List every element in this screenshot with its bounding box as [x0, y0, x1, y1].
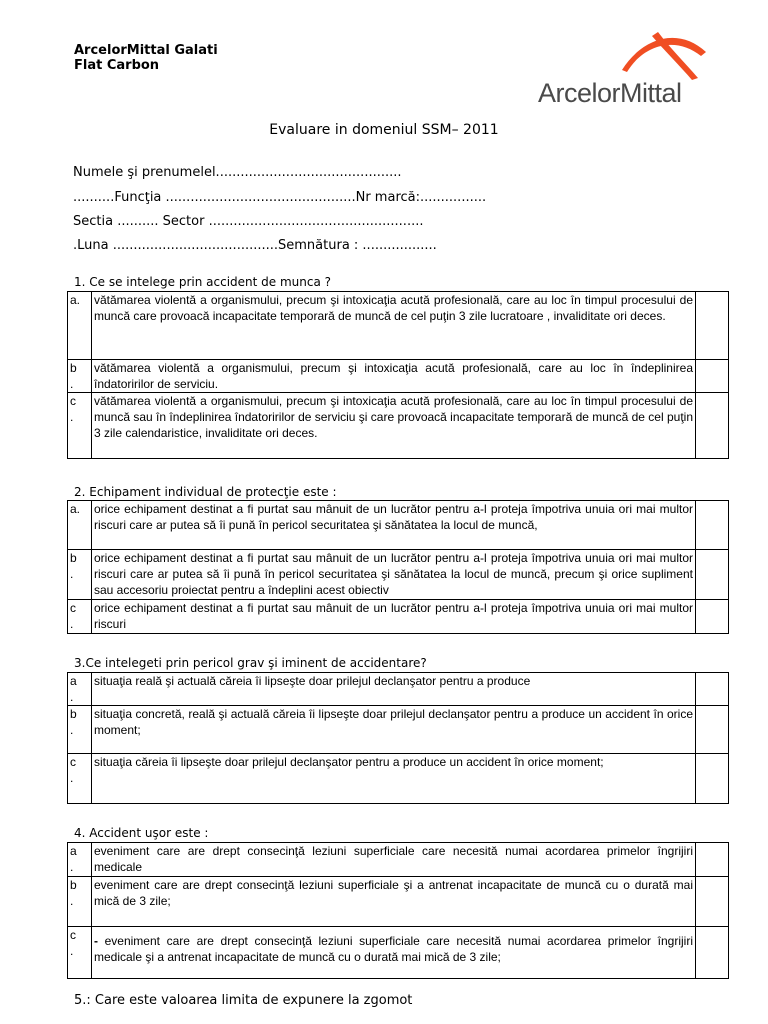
- company-line-1: ArcelorMittal Galati: [74, 43, 218, 58]
- option-row: [68, 550, 729, 600]
- option-letter: c .: [68, 927, 92, 979]
- answer-checkbox[interactable]: [696, 550, 729, 600]
- answer-checkbox[interactable]: [696, 843, 729, 877]
- option-row: [68, 292, 729, 360]
- question-2-table: [67, 500, 729, 634]
- option-letter: b .: [68, 706, 92, 754]
- answer-checkbox[interactable]: [696, 501, 729, 550]
- option-letter: c .: [68, 754, 92, 804]
- option-row: [68, 360, 729, 393]
- question-5-text: 5.: Care este valoarea limita de expunere la zgomot: [74, 993, 413, 1008]
- option-text: vătămarea violentă a organismului, precum şi intoxicaţia acută profesională, care au loc în timpul procesului de muncă sau în îndeplinirea îndatoririlor de serviciu şi care provoacă incapacitate temporară de muncă de cel puţin 3 zile calendaristice, invaliditate ori deces.: [92, 393, 696, 459]
- option-row: [68, 927, 729, 979]
- field-function: ..........Funcţia ..............................................Nr marcă:................: [73, 190, 487, 205]
- question-4-text: 4. Accident uşor este :: [74, 826, 209, 840]
- option-text: situaţia reală şi actuală căreia îi lipseşte doar prilejul declanşator pentru a produce: [92, 673, 696, 706]
- option-letter: b .: [68, 360, 92, 393]
- option-text: orice echipament destinat a fi purtat sau mânuit de un lucrător pentru a-l proteja împotriva unuia ori mai multor riscuri care ar putea să îi pună în pericol securitatea şi sănătatea la locul de muncă,: [92, 501, 696, 550]
- option-text: orice echipament destinat a fi purtat sau mânuit de un lucrător pentru a-l proteja împotriva unuia ori mai multor riscuri: [92, 600, 696, 634]
- option-letter: a.: [68, 501, 92, 550]
- option-row: [68, 754, 729, 804]
- logo-wordmark: ArcelorMittal: [538, 78, 682, 108]
- company-line-2: Flat Carbon: [74, 58, 160, 73]
- field-section: Sectia .......... Sector ....................................................: [73, 214, 424, 229]
- question-1-table: [67, 291, 729, 459]
- option-dash: -: [94, 934, 98, 948]
- option-text: [92, 927, 696, 979]
- answer-checkbox[interactable]: [696, 877, 729, 927]
- option-text-content: eveniment care are drept consecinţă leziuni superficiale care necesită numai acordarea primelor îngrijiri medicale şi a antrenat incapacitate de muncă cu o durată mai mică de 3 zile;: [94, 934, 693, 964]
- option-row: [68, 706, 729, 754]
- option-text: vătămarea violentă a organismului, precum şi intoxicaţia acută profesională, care au loc în îndeplinirea îndatoririlor de serviciu.: [92, 360, 696, 393]
- question-4-table: [67, 842, 729, 979]
- option-letter: c .: [68, 600, 92, 634]
- answer-checkbox[interactable]: [696, 292, 729, 360]
- question-1-text: 1. Ce se intelege prin accident de munca ?: [74, 275, 332, 289]
- logo-swoosh-icon: [530, 26, 710, 86]
- option-text: vătămarea violentă a organismului, precum şi intoxicaţia acută profesională, care au loc în timpul procesului de muncă care provoacă incapacitate temporară de muncă de cel puţin 3 zile lucratoare , invaliditate ori deces.: [92, 292, 696, 360]
- question-3-table: [67, 672, 729, 804]
- answer-checkbox[interactable]: [696, 706, 729, 754]
- answer-checkbox[interactable]: [696, 360, 729, 393]
- option-letter: a.: [68, 292, 92, 360]
- option-letter: c .: [68, 393, 92, 459]
- option-row: [68, 501, 729, 550]
- question-2-text: 2. Echipament individual de protecţie este :: [74, 485, 337, 499]
- answer-checkbox[interactable]: [696, 600, 729, 634]
- page-title: Evaluare in domeniul SSM– 2011: [269, 122, 499, 138]
- company-name: [74, 43, 218, 73]
- question-3-text: 3.Ce intelegeti prin pericol grav şi iminent de accidentare?: [74, 656, 427, 670]
- option-text: eveniment care are drept consecinţă leziuni superficiale şi a antrenat incapacitate de muncă cu o durată mai mică de 3 zile;: [92, 877, 696, 927]
- answer-checkbox[interactable]: [696, 754, 729, 804]
- field-name: Numele şi prenumelel.............................................: [73, 165, 402, 180]
- option-row: [68, 877, 729, 927]
- option-row: [68, 600, 729, 634]
- option-row: [68, 843, 729, 877]
- option-text: orice echipament destinat a fi purtat sau mânuit de un lucrător pentru a-l proteja împotriva unuia ori mai multor riscuri care ar putea să îi pună în pericol securitatea şi sănătatea la locul de muncă, precum şi orice supliment sau accesoriu proiectat pentru a îndeplini acest obiectiv: [92, 550, 696, 600]
- option-row: [68, 393, 729, 459]
- option-text: situaţia concretă, reală şi actuală căreia îi lipseşte doar prilejul declanşator pentru a produce un accident în orice moment;: [92, 706, 696, 754]
- option-text: situaţia căreia îi lipseşte doar prilejul declanşator pentru a produce un accident în orice moment;: [92, 754, 696, 804]
- field-month-signature: .Luna ........................................Semnătura : ..................: [73, 238, 437, 253]
- option-letter: a .: [68, 843, 92, 877]
- option-letter: b .: [68, 877, 92, 927]
- arcelormittal-logo: [530, 26, 710, 110]
- answer-checkbox[interactable]: [696, 927, 729, 979]
- answer-checkbox[interactable]: [696, 673, 729, 706]
- answer-checkbox[interactable]: [696, 393, 729, 459]
- option-letter: a .: [68, 673, 92, 706]
- option-text: eveniment care are drept consecinţă leziuni superficiale care necesită numai acordarea primelor îngrijiri medicale: [92, 843, 696, 877]
- option-row: [68, 673, 729, 706]
- option-letter: b .: [68, 550, 92, 600]
